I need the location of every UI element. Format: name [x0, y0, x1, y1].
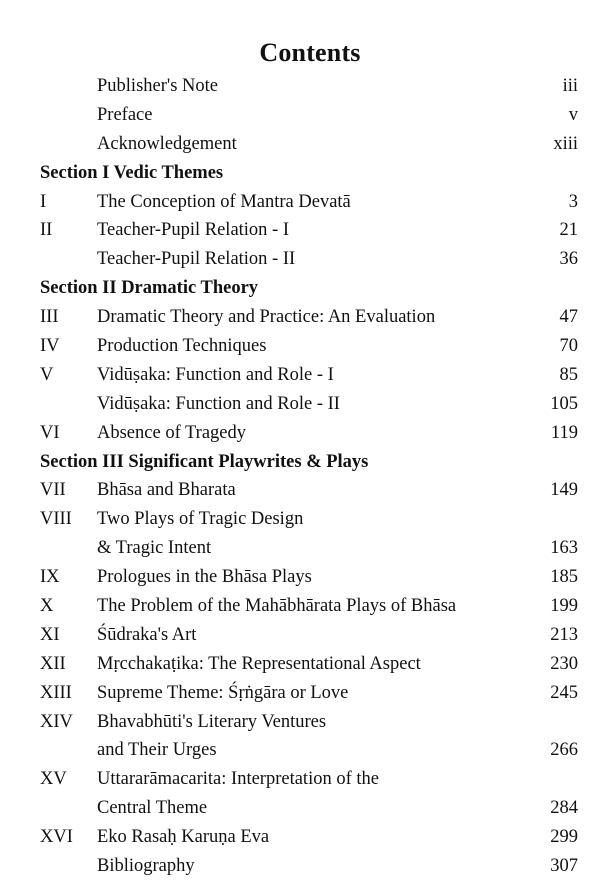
toc-entry: [0, 592, 600, 621]
page-number: 119: [550, 422, 578, 443]
page-number: 70: [559, 336, 578, 357]
entry-title: The Problem of the Mahābhārata Plays of Bhāsa: [97, 596, 457, 617]
entry-title: Bhavabhūti's Literary Ventures: [97, 711, 327, 732]
page-number: xiii: [553, 133, 578, 154]
toc-entry: [0, 303, 600, 332]
chapter-number: IX: [40, 567, 60, 588]
entry-title: Acknowledgement: [97, 133, 237, 154]
toc-entry: [0, 188, 600, 217]
chapter-number: II: [40, 220, 53, 241]
entry-title: & Tragic Intent: [97, 538, 212, 559]
page-number: 230: [550, 653, 578, 674]
chapter-number: VII: [40, 480, 66, 501]
page-number: 213: [550, 624, 578, 645]
toc-entry: [0, 505, 600, 534]
toc-entry: [0, 679, 600, 708]
entry-title: Bibliography: [97, 856, 195, 877]
entry-title: Central Theme: [97, 798, 208, 819]
page-number: 307: [550, 856, 578, 877]
page-number: iii: [562, 76, 578, 96]
entry-title: Supreme Theme: Śṛṅgāra or Love: [97, 682, 349, 703]
page-number: 266: [550, 740, 578, 761]
entry-title: and Their Urges: [97, 740, 217, 761]
entry-title: Mṛcchakaṭika: The Representational Aspect: [97, 653, 421, 674]
section-heading: [0, 274, 600, 303]
entry-title: Teacher-Pupil Relation - II: [97, 249, 296, 270]
chapter-number: XV: [40, 769, 67, 790]
toc-entry: [0, 419, 600, 448]
entry-title: Eko Rasaḥ Karuṇa Eva: [97, 827, 270, 848]
toc-entry: [0, 361, 600, 390]
toc-entry: [0, 476, 600, 505]
page-number: 199: [550, 596, 578, 617]
chapter-number: V: [40, 364, 54, 385]
toc-entry: [0, 823, 600, 852]
entry-title: Vidūṣaka: Function and Role - I: [97, 364, 334, 385]
chapter-number: VIII: [40, 509, 72, 530]
entry-title: Teacher-Pupil Relation - I: [97, 220, 290, 241]
entry-title: Bhāsa and Bharata: [97, 480, 236, 501]
chapter-number: XII: [40, 653, 66, 674]
entry-title: Publisher's Note: [97, 76, 219, 96]
chapter-number: XI: [40, 624, 60, 645]
page-number: 21: [559, 220, 578, 241]
entry-title: Śūdraka's Art: [97, 624, 197, 645]
page-number: 163: [550, 538, 578, 559]
chapter-number: X: [40, 596, 54, 617]
entry-title: Dramatic Theory and Practice: An Evaluation: [97, 307, 436, 328]
toc-entry: [0, 794, 600, 823]
section-heading: [0, 448, 600, 477]
toc-entry: [0, 563, 600, 592]
toc-entry: [0, 621, 600, 650]
page-number: 47: [559, 307, 578, 328]
entry-title: Two Plays of Tragic Design: [97, 509, 304, 530]
chapter-number: I: [40, 191, 47, 212]
chapter-number: VI: [40, 422, 60, 443]
chapter-number: XVI: [40, 827, 73, 848]
toc-entry: [0, 130, 600, 159]
toc-entry: [0, 534, 600, 563]
entry-title: The Conception of Mantra Devatā: [97, 191, 351, 212]
entry-title: Uttararāmacarita: Interpretation of the: [97, 769, 379, 790]
chapter-number: IV: [40, 336, 60, 357]
page-number: 245: [550, 682, 578, 703]
page-number: 185: [550, 567, 578, 588]
chapter-number: XIII: [40, 682, 72, 703]
entry-title: Production Techniques: [97, 336, 267, 357]
toc-entry: [0, 332, 600, 361]
chapter-number: III: [40, 307, 59, 328]
toc-entry: [0, 708, 600, 737]
page-number: 149: [550, 480, 578, 501]
toc-entry: [0, 736, 600, 765]
table-of-contents: [0, 72, 600, 881]
page-title: Contents: [259, 38, 361, 67]
section-title: Section III Significant Playwrites & Plays: [40, 451, 369, 472]
section-title: Section II Dramatic Theory: [40, 278, 259, 299]
toc-entry: [0, 390, 600, 419]
entry-title: Vidūṣaka: Function and Role - II: [97, 393, 340, 414]
toc-entry: [0, 216, 600, 245]
toc-entry: [0, 650, 600, 679]
toc-entry: [0, 101, 600, 130]
chapter-number: XIV: [40, 711, 73, 732]
section-title: Section I Vedic Themes: [40, 162, 224, 183]
page-number: 105: [550, 393, 578, 414]
page-number: 299: [550, 827, 578, 848]
page-number: 284: [550, 798, 578, 819]
page-number: v: [568, 104, 578, 125]
entry-title: Preface: [97, 104, 153, 125]
toc-entry: [0, 852, 600, 881]
toc-entry: [0, 765, 600, 794]
toc-entry: [0, 72, 600, 101]
toc-entry: [0, 245, 600, 274]
entry-title: Absence of Tragedy: [97, 422, 247, 443]
entry-title: Prologues in the Bhāsa Plays: [97, 567, 312, 588]
page-number: 85: [559, 364, 578, 385]
section-heading: [0, 159, 600, 188]
page-number: 3: [568, 191, 578, 212]
page-number: 36: [559, 249, 578, 270]
